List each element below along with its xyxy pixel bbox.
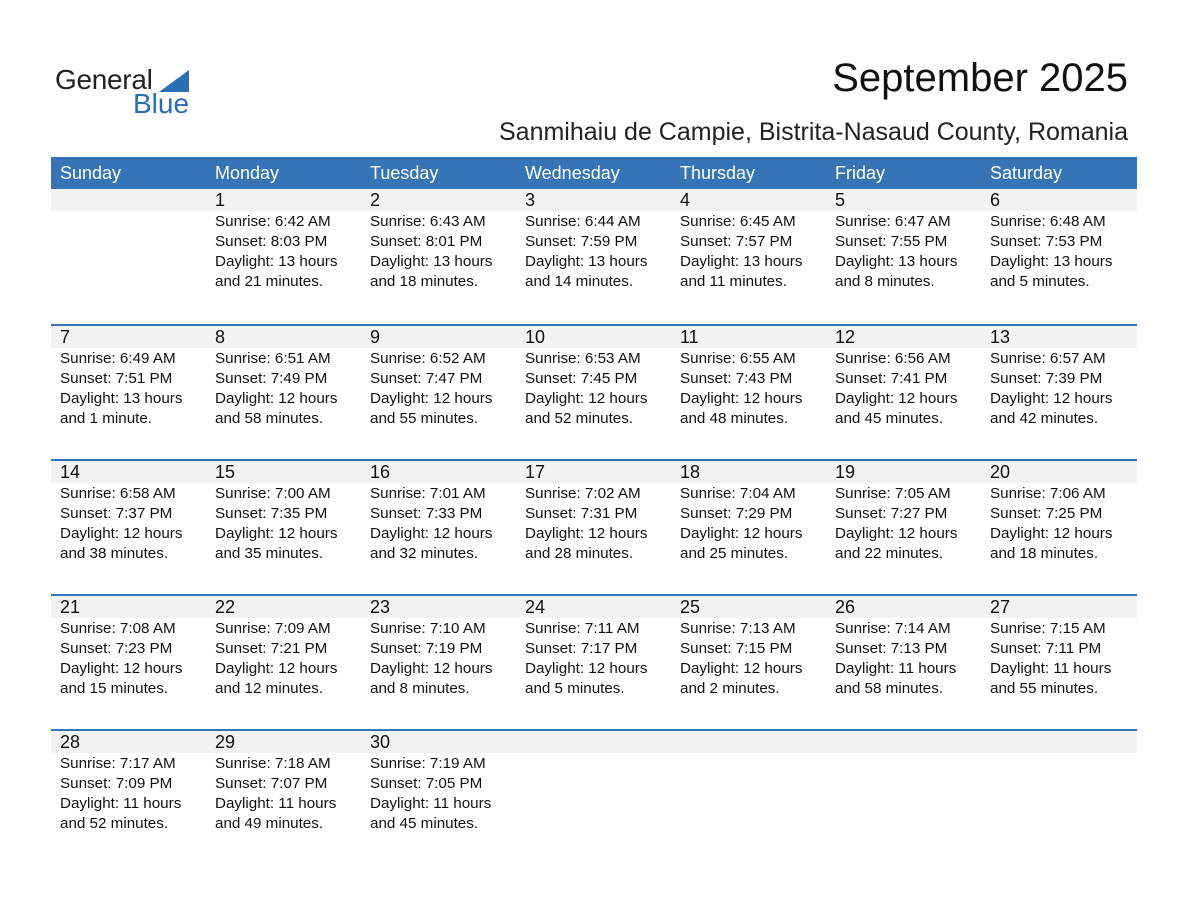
day-info [835,484,981,564]
daylight-minutes-text: and 5 minutes. [990,273,1090,290]
week-row [51,189,1137,324]
daylight-minutes-text: and 32 minutes. [370,545,479,562]
empty-day-cell [51,189,206,292]
weekday-wednesday: Wednesday [525,163,620,183]
sunset-text: Sunset: 7:33 PM [370,505,483,522]
sunrise-text: Sunrise: 6:47 AM [835,213,951,230]
sunset-text: Sunset: 7:59 PM [525,233,638,250]
day-info [215,484,361,564]
day-number: 23 [370,597,391,617]
weekday-header [51,157,1137,189]
daylight-minutes-text: and 38 minutes. [60,545,169,562]
sunset-text: Sunset: 7:51 PM [60,370,173,387]
daylight-text: Daylight: 11 hours [370,795,492,812]
day-cell [51,596,206,699]
day-info [215,212,361,292]
daylight-minutes-text: and 45 minutes. [370,815,479,832]
day-cell [981,189,1136,292]
day-cell [671,461,826,564]
daylight-text: Daylight: 12 hours [525,525,648,542]
day-info [990,349,1136,429]
sunrise-text: Sunrise: 6:42 AM [215,213,331,230]
day-cell [981,326,1136,429]
daylight-minutes-text: and 25 minutes. [680,545,789,562]
sunrise-text: Sunrise: 7:05 AM [835,485,951,502]
day-number: 10 [525,327,546,347]
daylight-minutes-text: and 35 minutes. [215,545,324,562]
sunrise-text: Sunrise: 7:11 AM [525,620,640,637]
day-info [215,619,361,699]
day-number: 30 [370,732,391,752]
sunset-text: Sunset: 7:43 PM [680,370,793,387]
week-cells [51,189,1137,292]
daylight-text: Daylight: 11 hours [990,660,1112,677]
weekday-tuesday: Tuesday [370,163,439,183]
daylight-text: Daylight: 12 hours [525,660,648,677]
day-cell [206,731,361,834]
week-row [51,459,1137,594]
day-cell [361,189,516,292]
daylight-text: Daylight: 12 hours [215,660,338,677]
daylight-text: Daylight: 13 hours [990,253,1113,270]
sunset-text: Sunset: 7:35 PM [215,505,328,522]
daylight-text: Daylight: 12 hours [680,660,803,677]
day-number: 2 [370,190,381,210]
week-cells [51,596,1137,699]
daylight-minutes-text: and 45 minutes. [835,410,944,427]
day-info [370,349,516,429]
day-cell [206,189,361,292]
day-cell [206,461,361,564]
day-info [215,349,361,429]
sunrise-text: Sunrise: 6:49 AM [60,350,176,367]
daylight-minutes-text: and 8 minutes. [835,273,935,290]
day-info [60,484,206,564]
day-cell [981,596,1136,699]
daylight-minutes-text: and 58 minutes. [215,410,324,427]
empty-day-cell [671,731,826,834]
weekday-sunday: Sunday [60,163,122,183]
week-cells [51,326,1137,429]
sunrise-text: Sunrise: 7:02 AM [525,485,641,502]
daylight-text: Daylight: 12 hours [215,390,338,407]
day-info [990,212,1136,292]
logo-blue-text: Blue [133,88,190,119]
day-info [525,212,671,292]
calendar-grid [51,157,1137,864]
sunrise-text: Sunrise: 6:43 AM [370,213,486,230]
sunrise-text: Sunrise: 6:58 AM [60,485,176,502]
daylight-minutes-text: and 2 minutes. [680,680,780,697]
day-info [370,619,516,699]
day-number: 28 [60,732,81,752]
daylight-text: Daylight: 12 hours [680,525,803,542]
sunrise-text: Sunrise: 6:53 AM [525,350,641,367]
sunrise-text: Sunrise: 6:52 AM [370,350,486,367]
daylight-minutes-text: and 12 minutes. [215,680,324,697]
sunset-text: Sunset: 7:23 PM [60,640,173,657]
sunrise-text: Sunrise: 6:45 AM [680,213,796,230]
daylight-text: Daylight: 12 hours [680,390,803,407]
day-number: 1 [215,190,226,210]
logo-general-text: General [55,64,153,95]
sunset-text: Sunset: 7:13 PM [835,640,948,657]
day-number: 19 [835,462,856,482]
day-number: 18 [680,462,701,482]
sunset-text: Sunset: 7:55 PM [835,233,948,250]
daylight-text: Daylight: 11 hours [215,795,337,812]
week-cells [51,461,1137,564]
day-cell [516,596,671,699]
day-number: 27 [990,597,1011,617]
sunrise-text: Sunrise: 6:55 AM [680,350,796,367]
day-cell [51,326,206,429]
day-number: 14 [60,462,81,482]
sunrise-text: Sunrise: 7:13 AM [680,620,796,637]
day-cell [671,596,826,699]
sunrise-text: Sunrise: 7:19 AM [370,755,486,772]
sunset-text: Sunset: 7:47 PM [370,370,483,387]
daylight-minutes-text: and 49 minutes. [215,815,324,832]
daylight-minutes-text: and 1 minute. [60,410,153,427]
sunset-text: Sunset: 7:37 PM [60,505,173,522]
sunset-text: Sunset: 7:27 PM [835,505,948,522]
daylight-text: Daylight: 12 hours [370,660,493,677]
day-cell [516,189,671,292]
day-info [60,754,206,834]
daylight-text: Daylight: 12 hours [370,390,493,407]
day-cell [671,326,826,429]
sunset-text: Sunset: 7:05 PM [370,775,483,792]
daylight-text: Daylight: 12 hours [835,390,958,407]
sunset-text: Sunset: 7:29 PM [680,505,793,522]
week-row [51,324,1137,459]
sunrise-text: Sunrise: 7:15 AM [990,620,1106,637]
daylight-text: Daylight: 12 hours [525,390,648,407]
weeks-container [51,189,1137,864]
calendar-title: September 2025 [832,56,1128,100]
day-number: 20 [990,462,1011,482]
day-number: 17 [525,462,546,482]
daylight-minutes-text: and 8 minutes. [370,680,470,697]
daylight-text: Daylight: 11 hours [60,795,182,812]
daylight-minutes-text: and 11 minutes. [680,273,787,290]
week-cells [51,731,1137,834]
day-cell [516,326,671,429]
sunrise-text: Sunrise: 7:01 AM [370,485,486,502]
daylight-minutes-text: and 58 minutes. [835,680,944,697]
day-cell [826,596,981,699]
daylight-text: Daylight: 11 hours [835,660,957,677]
day-cell [826,461,981,564]
sunset-text: Sunset: 7:15 PM [680,640,793,657]
daylight-minutes-text: and 55 minutes. [990,680,1099,697]
day-number: 3 [525,190,536,210]
daylight-minutes-text: and 18 minutes. [990,545,1099,562]
week-row [51,729,1137,864]
daylight-text: Daylight: 12 hours [835,525,958,542]
day-number: 29 [215,732,236,752]
day-cell [826,189,981,292]
day-info [370,212,516,292]
sunrise-text: Sunrise: 7:06 AM [990,485,1106,502]
day-cell [516,461,671,564]
sunrise-text: Sunrise: 7:14 AM [835,620,951,637]
day-number: 25 [680,597,701,617]
day-cell [51,731,206,834]
daylight-minutes-text: and 15 minutes. [60,680,169,697]
day-info [990,484,1136,564]
daylight-minutes-text: and 14 minutes. [525,273,634,290]
sunset-text: Sunset: 7:07 PM [215,775,328,792]
sunrise-text: Sunrise: 7:09 AM [215,620,331,637]
day-number: 8 [215,327,226,347]
daylight-text: Daylight: 13 hours [215,253,338,270]
day-number: 26 [835,597,856,617]
sunset-text: Sunset: 7:45 PM [525,370,638,387]
day-number: 24 [525,597,546,617]
day-info [680,349,826,429]
day-cell [206,326,361,429]
day-info [60,619,206,699]
day-number: 9 [370,327,381,347]
day-cell [981,461,1136,564]
sunrise-text: Sunrise: 6:51 AM [215,350,331,367]
day-cell [361,731,516,834]
sunset-text: Sunset: 7:31 PM [525,505,638,522]
day-info [835,349,981,429]
day-info [370,754,516,834]
sunrise-text: Sunrise: 7:18 AM [215,755,331,772]
daylight-text: Daylight: 12 hours [370,525,493,542]
day-cell [361,326,516,429]
sunset-text: Sunset: 8:03 PM [215,233,328,250]
sunrise-text: Sunrise: 6:56 AM [835,350,951,367]
day-info [525,619,671,699]
day-number: 22 [215,597,236,617]
empty-day-cell [826,731,981,834]
daylight-text: Daylight: 12 hours [60,660,183,677]
day-info [370,484,516,564]
day-info [525,349,671,429]
daylight-minutes-text: and 28 minutes. [525,545,634,562]
sunset-text: Sunset: 7:41 PM [835,370,948,387]
daylight-minutes-text: and 55 minutes. [370,410,479,427]
day-info [215,754,361,834]
daylight-minutes-text: and 42 minutes. [990,410,1099,427]
day-number: 6 [990,190,1001,210]
day-number: 21 [60,597,81,617]
day-number: 5 [835,190,846,210]
sunrise-text: Sunrise: 7:00 AM [215,485,331,502]
day-info [60,349,206,429]
weekday-friday: Friday [835,163,886,183]
daylight-text: Daylight: 13 hours [835,253,958,270]
sunrise-text: Sunrise: 7:17 AM [60,755,176,772]
daylight-minutes-text: and 5 minutes. [525,680,625,697]
day-number: 4 [680,190,691,210]
sunset-text: Sunset: 8:01 PM [370,233,483,250]
calendar-location: Sanmihaiu de Campie, Bistrita-Nasaud County, Romania [498,118,1128,146]
day-info [680,619,826,699]
weekday-monday: Monday [215,163,280,183]
daylight-text: Daylight: 12 hours [990,525,1113,542]
daylight-text: Daylight: 13 hours [525,253,648,270]
day-info [680,212,826,292]
day-number: 13 [990,327,1011,347]
sunset-text: Sunset: 7:25 PM [990,505,1103,522]
sunset-text: Sunset: 7:49 PM [215,370,328,387]
daylight-minutes-text: and 22 minutes. [835,545,944,562]
day-number: 11 [680,327,699,347]
day-info [990,619,1136,699]
sunrise-text: Sunrise: 6:57 AM [990,350,1106,367]
week-row [51,594,1137,729]
day-info [680,484,826,564]
day-number: 16 [370,462,391,482]
sunrise-text: Sunrise: 6:44 AM [525,213,641,230]
daylight-text: Daylight: 12 hours [215,525,338,542]
day-info [525,484,671,564]
generalblue-logo [55,62,205,122]
day-cell [671,189,826,292]
sunset-text: Sunset: 7:21 PM [215,640,328,657]
daylight-text: Daylight: 12 hours [60,525,183,542]
daylight-minutes-text: and 21 minutes. [215,273,324,290]
day-info [835,212,981,292]
day-cell [361,461,516,564]
day-cell [206,596,361,699]
empty-day-cell [516,731,671,834]
day-number: 12 [835,327,856,347]
sunset-text: Sunset: 7:53 PM [990,233,1103,250]
daylight-minutes-text: and 52 minutes. [60,815,169,832]
daylight-text: Daylight: 13 hours [680,253,803,270]
sunset-text: Sunset: 7:57 PM [680,233,793,250]
daylight-text: Daylight: 13 hours [60,390,183,407]
weekday-saturday: Saturday [990,163,1063,183]
sunset-text: Sunset: 7:17 PM [525,640,638,657]
day-cell [51,461,206,564]
weekday-thursday: Thursday [680,163,756,183]
day-cell [826,326,981,429]
sunrise-text: Sunrise: 7:04 AM [680,485,796,502]
daylight-text: Daylight: 12 hours [990,390,1113,407]
sunset-text: Sunset: 7:19 PM [370,640,483,657]
empty-day-cell [981,731,1136,834]
sunrise-text: Sunrise: 7:08 AM [60,620,176,637]
sunrise-text: Sunrise: 6:48 AM [990,213,1106,230]
daylight-minutes-text: and 52 minutes. [525,410,634,427]
daylight-minutes-text: and 18 minutes. [370,273,479,290]
daylight-minutes-text: and 48 minutes. [680,410,789,427]
day-info [835,619,981,699]
daylight-text: Daylight: 13 hours [370,253,493,270]
day-cell [361,596,516,699]
day-number: 15 [215,462,236,482]
day-number: 7 [60,327,71,347]
sunset-text: Sunset: 7:39 PM [990,370,1103,387]
sunset-text: Sunset: 7:11 PM [990,640,1102,657]
sunset-text: Sunset: 7:09 PM [60,775,173,792]
sunrise-text: Sunrise: 7:10 AM [370,620,486,637]
